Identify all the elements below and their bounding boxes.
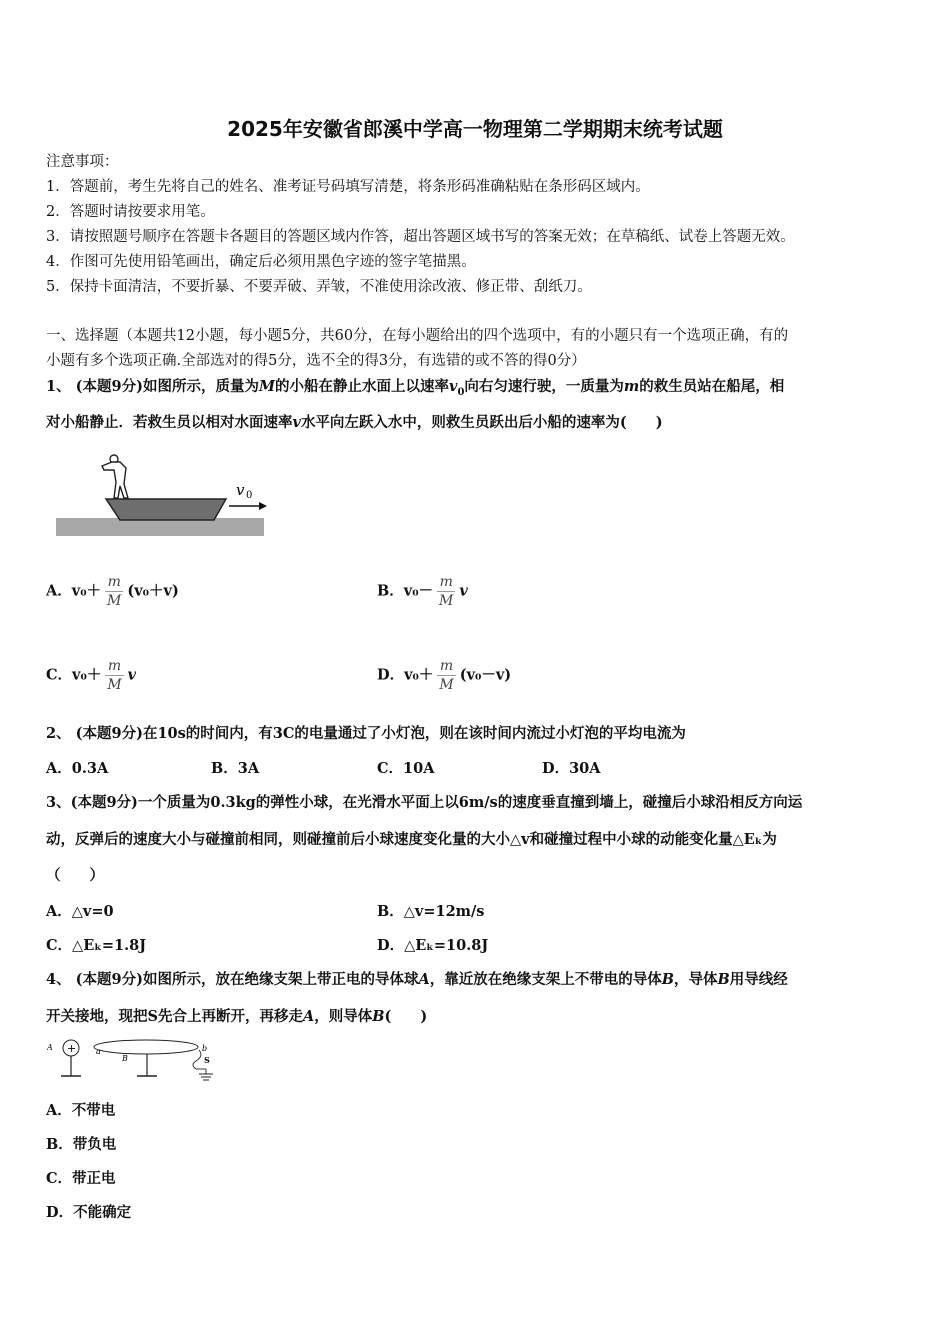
q1-boat-figure [54, 448, 269, 540]
label-S: S [204, 1055, 210, 1065]
q4-text-a: 4、 (本题9分)如图所示，放在绝缘支架上带正电的导体球 [46, 971, 419, 988]
q3-line1: 3、(本题9分)一个质量为0.3kg的弹性小球，在光滑水平面上以6m/s的速度垂直撞到墙上，碰撞后小球沿相反方向运 [46, 794, 803, 811]
fraction-m-over-M [437, 573, 455, 610]
notice-item-2: 2．答题时请按要求用笔。 [46, 204, 215, 220]
page-title: 2025年安徽省郎溪中学高一物理第二学期期末统考试题 [227, 117, 723, 141]
label-A: A [47, 1043, 53, 1052]
velocity-label: v [236, 481, 245, 499]
q1-symbol-v: v [292, 414, 301, 431]
q3-option-b[interactable]: B．△v=12m/s [377, 903, 485, 920]
q1-symbol-v0: v [449, 378, 458, 395]
q4-symbol-B3: B [372, 1008, 385, 1025]
q1-symbol-v0-sub: 0 [457, 386, 465, 398]
q1-text-c: 向右匀速行驶，一质量为 [464, 378, 624, 395]
frac-den: M [439, 593, 454, 609]
q4-conductor-figure [44, 1036, 220, 1084]
q4-text-b: ，靠近放在绝缘支架上不带电的导体 [429, 971, 662, 988]
q1-option-c-label: C． [46, 666, 73, 684]
q4-text-d: 用导线经 [729, 971, 788, 988]
q1-line1 [46, 377, 784, 403]
frac-den: M [439, 677, 454, 693]
q1-option-c-post: v [127, 666, 137, 684]
q4-symbol-A2: A [302, 1008, 315, 1025]
q1-option-a-post: (v₀＋v) [127, 582, 179, 600]
q1-option-b-post: v [459, 582, 468, 600]
frac-num: m [105, 573, 123, 592]
q4-option-d[interactable]: D．不能确定 [46, 1204, 132, 1221]
frac-num: m [105, 657, 123, 676]
q3-option-a[interactable]: A．△v=0 [46, 903, 114, 920]
fraction-m-over-M [437, 657, 455, 694]
q1-text-e: 对小船静止．若救生员以相对水面速率 [46, 414, 293, 431]
q4-text-c: ，导体 [673, 971, 718, 988]
q4-line1 [46, 970, 788, 990]
label-a: a [96, 1047, 101, 1056]
q1-option-a-label: A． [46, 582, 72, 600]
frac-den: M [107, 677, 122, 693]
q2-option-c[interactable]: C．10A [377, 760, 435, 777]
q1-line2 [46, 413, 663, 433]
notice-item-4: 4．作图可先使用铅笔画出，确定后必须用黑色字迹的签字笔描黑。 [46, 254, 476, 270]
q1-option-a[interactable] [46, 573, 179, 610]
conductor-B [94, 1040, 198, 1054]
q4-option-a[interactable]: A．不带电 [46, 1102, 116, 1119]
fraction-m-over-M [105, 657, 123, 694]
q2-option-a[interactable]: A．0.3A [46, 760, 109, 777]
q4-text-f: ，则导体 [314, 1008, 373, 1025]
q4-text-e: 开关接地，现把S先合上再断开，再移走 [46, 1008, 303, 1025]
notice-item-1: 1．答题前，考生先将自己的姓名、准考证号码填写清楚，将条形码准确粘贴在条形码区域内。 [46, 179, 650, 195]
q3-option-c[interactable]: C．△Eₖ=1.8J [46, 937, 147, 954]
q1-option-b-label: B． [377, 582, 404, 600]
q2-text: 2、 (本题9分)在10s的时间内，有3C的电量通过了小灯泡，则在该时间内流过小灯泡的平均电流为 [46, 725, 686, 742]
rescuer-icon [102, 455, 128, 498]
boat-hull [106, 499, 226, 520]
q1-option-c[interactable] [46, 657, 136, 694]
q2-option-d[interactable]: D．30A [542, 760, 601, 777]
q1-option-b[interactable] [377, 573, 468, 610]
velocity-label-sub: 0 [246, 490, 253, 501]
label-B: B [122, 1054, 128, 1063]
q1-symbol-m: m [623, 378, 640, 395]
q1-option-d[interactable] [377, 657, 511, 694]
q4-symbol-B: B [661, 971, 674, 988]
q1-option-d-pre: v₀＋ [404, 666, 434, 684]
fraction-m-over-M [105, 573, 123, 610]
q1-option-b-pre: v₀－ [403, 582, 434, 600]
q1-text-d: 的救生员站在船尾，相 [639, 378, 785, 395]
q3-line3: （ ） [46, 867, 104, 884]
q1-option-d-post: (v₀－v) [459, 666, 512, 684]
section-header-line1: 一、选择题（本题共12小题，每小题5分，共60分，在每小题给出的四个选项中，有的小题只有一个选项正确，有的 [46, 328, 789, 344]
q1-symbol-M: M [258, 378, 276, 395]
q1-text-f: 水平向左跃入水中，则救生员跃出后小船的速率为( ) [300, 414, 663, 431]
notice-item-5: 5．保持卡面清洁，不要折暴、不要弄破、弄皱，不准使用涂改液、修正带、刮纸刀。 [46, 279, 592, 295]
frac-den: M [107, 593, 122, 609]
q3-option-d[interactable]: D．△Eₖ=10.8J [377, 937, 489, 954]
q4-option-b[interactable]: B．带负电 [46, 1136, 117, 1153]
q1-option-a-pre: v₀＋ [71, 582, 102, 600]
q1-option-c-pre: v₀＋ [72, 666, 102, 684]
q4-option-c[interactable]: C．带正电 [46, 1170, 116, 1187]
q4-line2 [46, 1007, 427, 1027]
q1-text-a: 1、 (本题9分)如图所示，质量为 [46, 378, 259, 395]
q4-symbol-B2: B [717, 971, 730, 988]
notice-heading: 注意事项： [46, 154, 119, 170]
q4-symbol-A: A [418, 971, 430, 988]
label-b: b [202, 1044, 208, 1053]
frac-num: m [437, 573, 455, 592]
notice-item-3: 3．请按照题号顺序在答题卡各题目的答题区域内作答，超出答题区域书写的答案无效；在草稿纸、试卷上答题无效。 [46, 229, 795, 245]
q1-option-d-label: D． [377, 666, 405, 684]
q4-text-g: ( ) [384, 1008, 428, 1025]
frac-num: m [437, 657, 455, 676]
q3-line2: 动，反弹后的速度大小与碰撞前相同，则碰撞前后小球速度变化量的大小△v和碰撞过程中小球的动能变化量△Eₖ为 [46, 831, 777, 848]
q1-text-b: 的小船在静止水面上以速率 [275, 378, 450, 395]
plus-sign: + [67, 1042, 77, 1055]
section-header-line2: 小题有多个选项正确.全部选对的得5分，选不全的得3分，有选错的或不答的得0分） [46, 353, 586, 369]
q2-option-b[interactable]: B．3A [211, 760, 260, 777]
